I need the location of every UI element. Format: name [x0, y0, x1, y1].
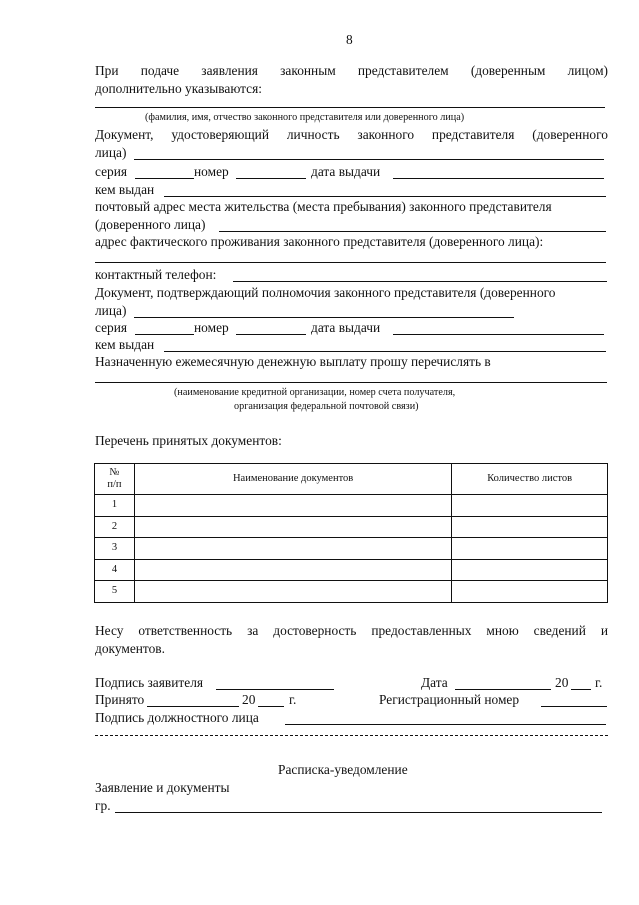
representative-name-caption: (фамилия, имя, отчество законного представителя или доверенного лица): [145, 112, 465, 123]
authority-document-label: лица): [95, 303, 127, 318]
postal-address-line-1: почтовый адрес места жительства (места пребывания) законного представителя: [95, 199, 552, 214]
rep-issue-date-label: дата выдачи: [311, 164, 381, 179]
auth-number-field[interactable]: [236, 334, 306, 335]
word: мною: [486, 623, 519, 638]
payment-caption-line-1: (наименование кредитной организации, номер счета получателя,: [174, 387, 456, 398]
table-row: [95, 559, 608, 581]
word: за: [247, 623, 259, 638]
rep-number-label: номер: [194, 164, 229, 179]
sheet-count-cell[interactable]: [452, 538, 608, 560]
word: предоставленных: [371, 623, 472, 638]
word: достоверность: [273, 623, 357, 638]
documents-list-title: Перечень принятых документов:: [95, 433, 282, 448]
postal-address-label: (доверенного лица): [95, 217, 206, 232]
row-number: 3: [95, 538, 135, 560]
table-row: [95, 538, 608, 560]
authority-document-line-1: Документ, подтверждающий полномочия законного представителя (доверенного: [95, 285, 556, 300]
documents-table: [94, 463, 608, 603]
representative-name-field[interactable]: [95, 107, 605, 108]
date-label: Дата: [421, 675, 448, 690]
row-number: 5: [95, 581, 135, 603]
word: личность: [286, 127, 340, 142]
header-num: [95, 464, 135, 495]
auth-issue-date-label: дата выдачи: [311, 320, 381, 335]
document-name-cell[interactable]: [134, 581, 451, 603]
row-number: 2: [95, 516, 135, 538]
word: Несу: [95, 623, 124, 638]
year-prefix: 20: [555, 675, 569, 690]
sheet-count-cell[interactable]: [452, 581, 608, 603]
word: При: [95, 63, 119, 78]
document-name-cell[interactable]: [134, 495, 451, 517]
row-number: 1: [95, 495, 135, 517]
sheet-count-cell[interactable]: [452, 516, 608, 538]
phone-field[interactable]: [233, 281, 607, 282]
applicant-signature-label: Подпись заявителя: [95, 675, 204, 690]
document-name-cell[interactable]: [134, 538, 451, 560]
row-number: 4: [95, 559, 135, 581]
rep-issued-by-field[interactable]: [164, 196, 606, 197]
accepted-label: Принято: [95, 692, 145, 707]
auth-issue-date-field[interactable]: [393, 334, 604, 335]
rep-document-field[interactable]: [134, 159, 604, 160]
accepted-year-suffix: г.: [289, 692, 297, 707]
year-suffix: г.: [595, 675, 603, 690]
word: Документ,: [95, 127, 154, 142]
cut-line: [95, 735, 608, 736]
word: ответственность: [138, 623, 233, 638]
sheet-count-cell[interactable]: [452, 559, 608, 581]
sheet-count-cell[interactable]: [452, 495, 608, 517]
rep-number-field[interactable]: [236, 178, 306, 179]
responsibility-line-1: [95, 624, 608, 637]
word: и: [600, 623, 608, 638]
document-name-cell[interactable]: [134, 559, 451, 581]
payment-text: Назначенную ежемесячную денежную выплату прошу перечислять в: [95, 354, 491, 369]
document-name-cell[interactable]: [134, 516, 451, 538]
auth-issued-by-label: кем выдан: [95, 337, 155, 352]
rep-document-label: лица): [95, 145, 127, 160]
page-number: 8: [346, 32, 353, 47]
table-row: [95, 495, 608, 517]
registration-label: Регистрационный номер: [379, 692, 520, 707]
official-signature-label: Подпись должностного лица: [95, 710, 259, 725]
header-num-line-1: №: [109, 466, 120, 478]
receipt-title: Расписка-уведомление: [278, 762, 408, 777]
intro-line-2: дополнительно указываются:: [95, 81, 262, 96]
date-field[interactable]: [455, 689, 551, 690]
actual-address-label: адрес фактического проживания законного представителя (доверенного лица):: [95, 234, 544, 249]
rep-issued-by-label: кем выдан: [95, 182, 155, 197]
postal-address-field[interactable]: [219, 231, 606, 232]
receipt-citizen-field[interactable]: [115, 812, 602, 813]
auth-number-label: номер: [194, 320, 229, 335]
word: (доверенного: [532, 127, 608, 142]
word: представителем: [357, 63, 449, 78]
word: лицом): [567, 63, 608, 78]
table-row: [95, 516, 608, 538]
accepted-year-field[interactable]: [258, 706, 284, 707]
year-field[interactable]: [571, 689, 591, 690]
header-num-line-2: п/п: [107, 479, 122, 490]
actual-address-field[interactable]: [95, 262, 606, 263]
payment-destination-field[interactable]: [95, 382, 607, 383]
rep-document-line-1: [95, 128, 608, 141]
auth-issued-by-field[interactable]: [164, 351, 606, 352]
word: удостоверяющий: [171, 127, 270, 142]
header-sheet-count: Количество листов: [452, 464, 608, 495]
registration-number-field[interactable]: [541, 706, 607, 707]
payment-caption-line-2: организация федеральной почтовой связи): [234, 401, 419, 412]
official-signature-field[interactable]: [285, 724, 606, 725]
header-document-name: Наименование документов: [134, 464, 451, 495]
word: заявления: [201, 63, 258, 78]
phone-label: контактный телефон:: [95, 267, 217, 282]
table-header-row: [95, 464, 608, 495]
table-row: [95, 581, 608, 603]
authority-document-field[interactable]: [134, 317, 514, 318]
rep-series-label: серия: [95, 164, 128, 179]
receipt-citizen-label: гр.: [95, 798, 111, 813]
word: представителя: [431, 127, 515, 142]
accepted-date-field[interactable]: [147, 706, 239, 707]
intro-line-1: [95, 64, 608, 77]
responsibility-line-2: документов.: [95, 641, 165, 656]
word: подаче: [140, 63, 180, 78]
word: законным: [280, 63, 336, 78]
accepted-year-prefix: 20: [242, 692, 256, 707]
receipt-line-1: Заявление и документы: [95, 780, 230, 795]
rep-issue-date-field[interactable]: [393, 178, 604, 179]
auth-series-label: серия: [95, 320, 128, 335]
applicant-signature-field[interactable]: [216, 689, 334, 690]
rep-series-field[interactable]: [135, 178, 194, 179]
auth-series-field[interactable]: [135, 334, 194, 335]
word: сведений: [533, 623, 586, 638]
word: (доверенным: [470, 63, 546, 78]
word: законного: [357, 127, 415, 142]
